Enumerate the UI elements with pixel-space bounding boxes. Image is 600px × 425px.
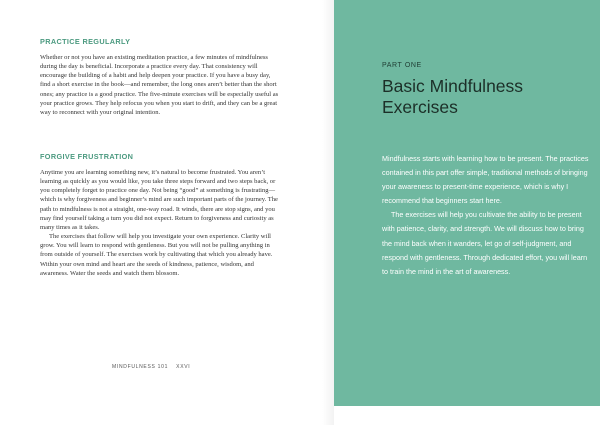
footer-book-title: MINDFULNESS 101 bbox=[112, 364, 169, 370]
section-heading: FORGIVE FRUSTRATION bbox=[40, 152, 134, 161]
section-forgive-frustration bbox=[40, 152, 281, 278]
body-paragraph: Whether or not you have an existing meditation practice, a few minutes of mindfulness during the day is beneficial. Incorporate a practice every day. That consistency will encourage the building of a habit and help deepen your practice. If you have a busy day, find a short exercise in the book—and remember, the long ones aren’t better than the short ones; any practice is a good practice. The five-minute exercises will be especially useful as your practice grows. They help refocus you when you start to drift, and they can be a great way to reconnect with your original intention. bbox=[40, 54, 279, 116]
part-title bbox=[382, 76, 582, 118]
section-heading: PRACTICE REGULARLY bbox=[40, 37, 131, 46]
footer-page-number: XXVI bbox=[176, 364, 191, 370]
part-title-line: Exercises bbox=[382, 97, 458, 117]
body-paragraph: The exercises that follow will help you investigate your own experience. Clarity will grow. You will learn to respond with gentleness. But you will not be pulling anything in from outside of yourself. The exercises work by cultivating that which you already have. Within your own mind and heart are the seeds of kindness, patience, wisdom, and awareness. Water the seeds and watch them blossom. bbox=[40, 233, 273, 277]
body-paragraph: Anytime you are learning something new, it’s natural to become frustrated. You aren’t learning as quickly as you would like, you take three steps forward and two steps back, or you completely forget to practice one day. Not being “good” at something is frustrating—which is why forgiveness and beginner’s mind are such important parts of the journey. The path to mindfulness is not a straight, one-way road. It winds, there are stop signs, and you may find yourself taking a turn you did not expect. Return to forgiveness and curiosity as many times as it takes. bbox=[40, 169, 278, 231]
intro-paragraph: Mindfulness starts with learning how to be present. The practices contained in this part offer simple, traditional methods of bringing your awareness to present-time experience, which is why I recommend that beginners start here. bbox=[382, 154, 589, 206]
part-title-line: Basic Mindfulness bbox=[382, 76, 524, 96]
part-label: PART ONE bbox=[382, 62, 422, 69]
part-intro-text bbox=[382, 152, 590, 279]
page-footer bbox=[112, 364, 196, 370]
right-page-bottom-margin bbox=[334, 406, 600, 425]
section-practice-regularly bbox=[40, 37, 281, 117]
intro-paragraph: The exercises will help you cultivate the ability to be present with patience, clarity, and strength. We will discuss how to bring the mind back when it wanders, let go of self-judgment, and respond with gentleness. Through dedicated effort, you will learn to train the mind in the art of awareness. bbox=[382, 210, 588, 276]
